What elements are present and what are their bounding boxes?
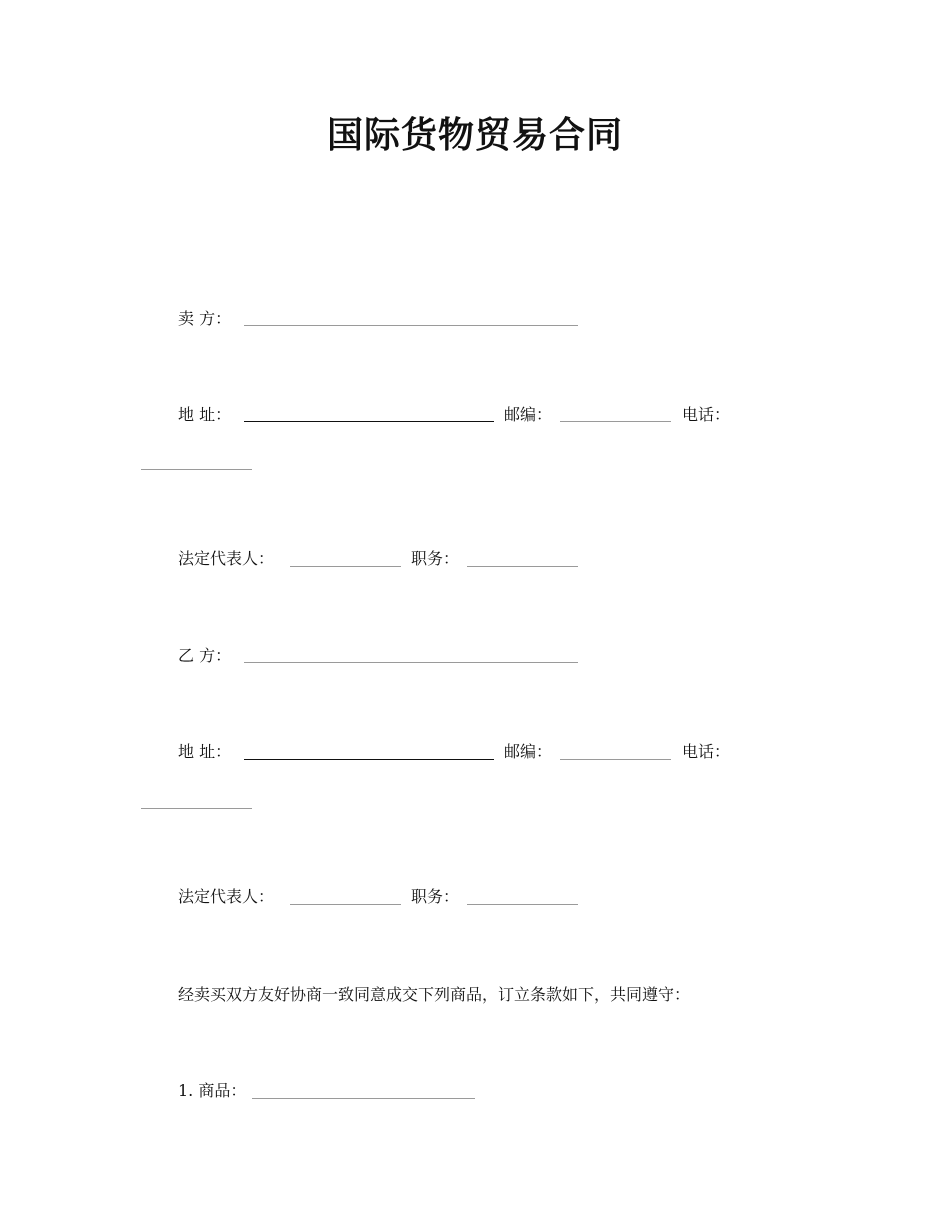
buyer-address-blank[interactable]: [244, 759, 494, 760]
agreement-paragraph: 经卖买双方友好协商一致同意成交下列商品，订立条款如下，共同遵守：: [178, 985, 691, 1004]
buyer-address-label: 地 址：: [178, 742, 232, 761]
seller-name-blank[interactable]: [244, 325, 578, 326]
seller-address-blank[interactable]: [244, 421, 494, 422]
seller-position-label: 职务：: [411, 549, 460, 568]
seller-legal-rep-blank[interactable]: [290, 566, 401, 567]
seller-postcode-label: 邮编：: [504, 405, 553, 424]
clause-1-label: 1. 商品：: [178, 1081, 247, 1100]
seller-legal-rep-label: 法定代表人：: [178, 549, 275, 568]
buyer-legal-rep-blank[interactable]: [290, 904, 401, 905]
buyer-postcode-blank[interactable]: [560, 759, 671, 760]
seller-phone-label: 电话：: [682, 405, 731, 424]
seller-party-label: 卖 方：: [178, 309, 232, 328]
seller-position-blank[interactable]: [467, 566, 578, 567]
seller-address-label: 地 址：: [178, 405, 232, 424]
buyer-position-blank[interactable]: [467, 904, 578, 905]
clause-1-goods-blank[interactable]: [252, 1098, 475, 1099]
buyer-phone-label: 电话：: [682, 742, 731, 761]
buyer-position-label: 职务：: [411, 887, 460, 906]
buyer-name-blank[interactable]: [244, 662, 578, 663]
buyer-postcode-label: 邮编：: [504, 742, 553, 761]
document-title: 国际货物贸易合同: [326, 115, 623, 156]
buyer-party-label: 乙 方：: [178, 646, 232, 665]
buyer-legal-rep-label: 法定代表人：: [178, 887, 275, 906]
buyer-phone-blank[interactable]: [141, 808, 252, 809]
seller-postcode-blank[interactable]: [560, 421, 671, 422]
seller-phone-blank[interactable]: [141, 469, 252, 470]
